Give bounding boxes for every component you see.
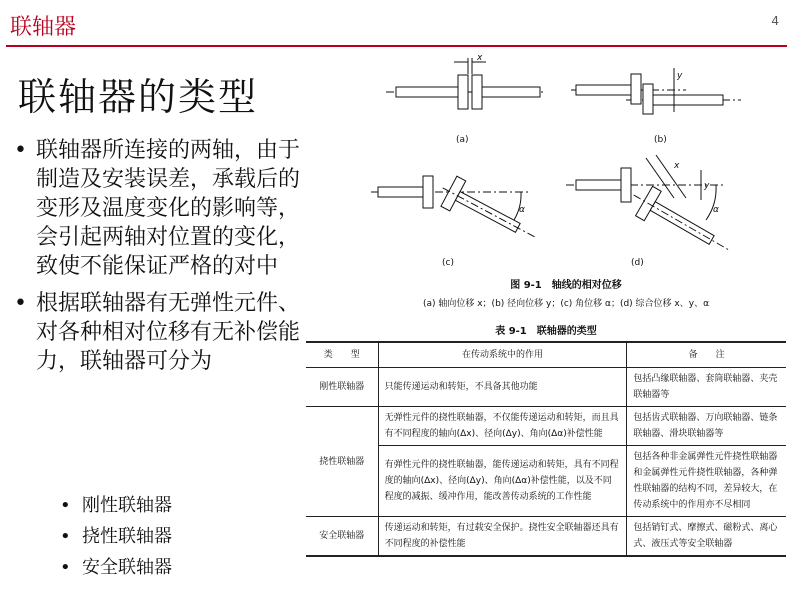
symbol-y-d: y xyxy=(704,181,710,191)
sub-bullet-dot-icon: • xyxy=(60,495,71,516)
figure-subcaption: (a) 轴向位移 x；(b) 径向位移 y；(c) 角位移 α；(d) 综合位移 x、y、α xyxy=(422,299,710,309)
bullet-item xyxy=(14,136,314,281)
sub-bullet-dot-icon: • xyxy=(60,557,71,578)
column-header-role: 在传动系统中的作用 xyxy=(378,342,627,368)
page-number: 4 xyxy=(771,14,779,28)
symbol-alpha-c: α xyxy=(519,205,525,215)
bullet-text: 根据联轴器有无弹性元件、对各种相对位移有无补偿能力，联轴器可分为 xyxy=(36,291,301,374)
symbol-x-a: x xyxy=(477,53,483,63)
column-header-note: 备 注 xyxy=(627,342,786,368)
shaft-displacement-figure xyxy=(356,50,776,300)
sub-bullet-item xyxy=(60,521,172,552)
cell-type: 挠性联轴器 xyxy=(306,407,378,517)
header-divider xyxy=(6,45,787,47)
cell-note: 包括各种非金属弹性元件挠性联轴器和金属弹性元件挠性联轴器，各种弹性联轴器的结构不同，差异较大，在传动系统中的作用亦不尽相同 xyxy=(627,446,786,517)
cell-note: 包括齿式联轴器、万向联轴器、链条联轴器、滑块联轴器等 xyxy=(627,407,786,446)
bullet-dot-icon: • xyxy=(14,291,27,316)
panel-b-diagram xyxy=(571,68,741,114)
bullet-dot-icon: • xyxy=(14,138,27,163)
figure-caption: 图 9-1 轴线的相对位移 xyxy=(510,280,622,291)
cell-type: 安全联轴器 xyxy=(306,517,378,557)
table-row xyxy=(306,517,786,557)
table-row xyxy=(306,407,786,446)
sub-bullet-text: 挠性联轴器 xyxy=(82,526,172,547)
cell-role: 无弹性元件的挠性联轴器，不仅能传递运动和转矩，而且具有不同程度的轴向(Δx)、径向(Δy)、角向(Δα)补偿性能 xyxy=(378,407,627,446)
slide-title: 联轴器的类型 xyxy=(18,75,259,119)
cell-role: 传递运动和转矩，有过载安全保护。挠性安全联轴器还具有不同程度的补偿性能 xyxy=(378,517,627,557)
bullet-list xyxy=(14,136,314,384)
cell-type: 刚性联轴器 xyxy=(306,368,378,407)
column-header-type: 类 型 xyxy=(306,342,378,368)
table-row xyxy=(306,446,786,517)
panel-d-diagram xyxy=(566,155,737,265)
coupling-types-table xyxy=(306,341,786,557)
symbol-alpha-d: α xyxy=(713,205,719,215)
header-title: 联轴器 xyxy=(10,15,77,40)
panel-label-a: (a) xyxy=(456,135,469,145)
panel-label-b: (b) xyxy=(654,135,667,145)
symbol-x-d: x xyxy=(674,161,680,171)
cell-note: 包括销钉式、摩擦式、磁粉式、离心式、液压式等安全联轴器 xyxy=(627,517,786,557)
table-row xyxy=(306,368,786,407)
bullet-text: 联轴器所连接的两轴，由于制造及安装误差，承载后的变形及温度变化的影响等，会引起两轴对位置的变化，致使不能保证严格的对中 xyxy=(36,138,301,279)
cell-role: 有弹性元件的挠性联轴器，能传递运动和转矩，具有不同程度的轴向(Δx)、径向(Δy)、角向(Δα)补偿性能，以及不同程度的减振、缓冲作用，能改善传动系统的工作性能 xyxy=(378,446,627,517)
cell-note: 包括凸缘联轴器、套筒联轴器、夹壳联轴器等 xyxy=(627,368,786,407)
sub-bullet-list xyxy=(60,490,172,583)
panel-label-c: (c) xyxy=(442,258,454,268)
table-title: 表 9-1 联轴器的类型 xyxy=(495,326,597,337)
sub-bullet-text: 刚性联轴器 xyxy=(82,495,172,516)
cell-role: 只能传递运动和转矩，不具备其他功能 xyxy=(378,368,627,407)
panel-c-diagram xyxy=(371,173,543,252)
table-header-row xyxy=(306,342,786,368)
panel-label-d: (d) xyxy=(631,258,644,268)
panel-a-diagram xyxy=(386,58,546,109)
sub-bullet-text: 安全联轴器 xyxy=(82,557,172,578)
symbol-y-b: y xyxy=(677,71,683,81)
sub-bullet-item xyxy=(60,552,172,583)
bullet-item xyxy=(14,289,314,376)
sub-bullet-dot-icon: • xyxy=(60,526,71,547)
sub-bullet-item xyxy=(60,490,172,521)
